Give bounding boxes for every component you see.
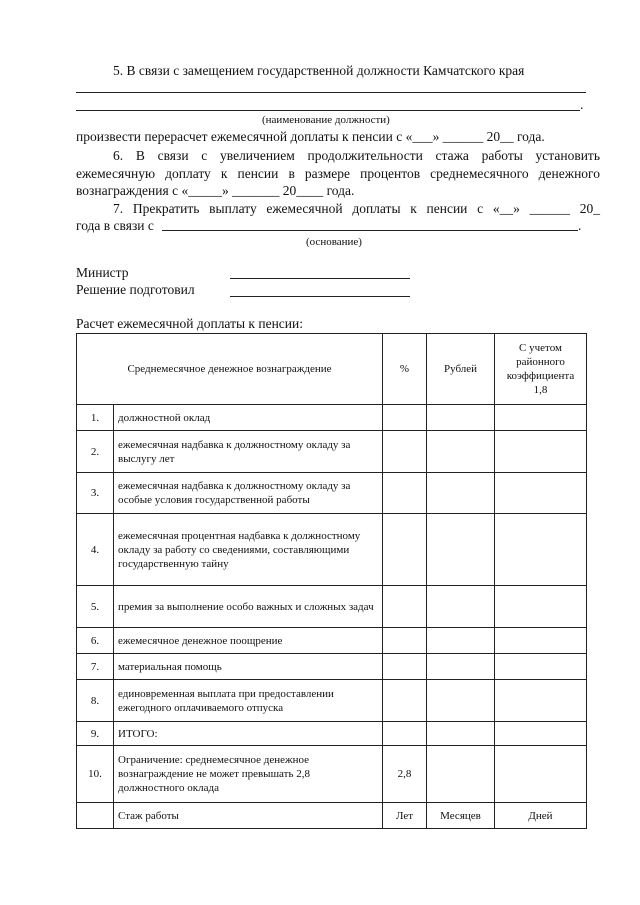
row-rubles [427,746,495,803]
end-dot: . [580,97,584,112]
row-percent [383,628,427,654]
row-number: 1. [77,405,114,431]
header-percent: % [383,334,427,405]
table-row [77,586,587,628]
minister-label: Министр [76,265,129,280]
header-coef: С учетом районного коэффициента 1,8 [495,334,587,405]
table-header-row [77,334,587,405]
table-row [77,654,587,680]
row-percent [383,586,427,628]
row-rubles [427,431,495,473]
end-dot: . [578,218,582,233]
signature-line [230,296,410,297]
table-row [77,431,587,473]
clause7-line1: 7. Прекратить выплату ежемесячной доплаты к пенсии с «__» ______ 20_ [113,201,600,216]
position-caption: (наименование должности) [262,114,390,126]
clause5-text: 5. В связи с замещением государственной должности Камчатского края [113,63,525,78]
prepared-label: Решение подготовил [76,282,195,297]
row-label: ИТОГО: [114,722,383,746]
row-label: премия за выполнение особо важных и сложных задач [114,586,383,628]
row-percent [383,405,427,431]
row-number: 10. [77,746,114,803]
experience-months: Месяцев [427,803,495,829]
table-row [77,473,587,514]
row-coef [495,405,587,431]
row-coef [495,680,587,722]
row-coef [495,473,587,514]
table-row [77,746,587,803]
table-row [77,514,587,586]
row-number: 6. [77,628,114,654]
blank-line [76,92,586,93]
row-rubles [427,628,495,654]
experience-label: Стаж работы [114,803,383,829]
row-percent [383,680,427,722]
blank-line [162,230,578,231]
row-coef [495,628,587,654]
row-label: должностной оклад [114,405,383,431]
row-coef [495,746,587,803]
clause7-line2: года в связи с [76,218,154,233]
row-number: 4. [77,514,114,586]
row-rubles [427,680,495,722]
row-label: единовременная выплата при предоставлении ежегодного оплачиваемого отпуска [114,680,383,722]
row-percent: 2,8 [383,746,427,803]
clause5-text2: произвести перерасчет ежемесячной доплаты к пенсии с «___» ______ 20__ года. [76,129,545,144]
row-number: 8. [77,680,114,722]
row-percent [383,722,427,746]
row-number: 3. [77,473,114,514]
row-rubles [427,473,495,514]
experience-years: Лет [383,803,427,829]
table-row [77,722,587,746]
row-label: ежемесячная процентная надбавка к должностному окладу за работу со сведениями, составляющими государственную тайну [114,514,383,586]
table-footer-row [77,803,587,829]
signature-line [230,278,410,279]
row-rubles [427,722,495,746]
row-label: ежемесячная надбавка к должностному окладу за особые условия государственной работы [114,473,383,514]
row-coef [495,431,587,473]
clause6-line3: вознаграждения с «_____» _______ 20____ года. [76,183,355,198]
row-rubles [427,405,495,431]
row-coef [495,514,587,586]
table-row [77,628,587,654]
row-coef [495,586,587,628]
row-label: материальная помощь [114,654,383,680]
table-row [77,680,587,722]
row-percent [383,654,427,680]
calculation-table [76,333,587,829]
clause6-line2: ежемесячную доплату к пенсии в размере процентов среднемесячного денежного [76,166,600,181]
row-number [77,803,114,829]
table-row [77,405,587,431]
experience-days: Дней [495,803,587,829]
header-item: Среднемесячное денежное вознаграждение [77,334,383,405]
row-number: 2. [77,431,114,473]
row-label: ежемесячное денежное поощрение [114,628,383,654]
row-label: Ограничение: среднемесячное денежное вознаграждение не может превышать 2,8 должностного оклада [114,746,383,803]
header-rubles: Рублей [427,334,495,405]
row-rubles [427,654,495,680]
row-rubles [427,514,495,586]
row-percent [383,473,427,514]
row-percent [383,431,427,473]
row-coef [495,654,587,680]
row-percent [383,514,427,586]
blank-line [76,110,580,111]
row-number: 7. [77,654,114,680]
row-label: ежемесячная надбавка к должностному окладу за выслугу лет [114,431,383,473]
row-number: 5. [77,586,114,628]
clause6-line1: 6. В связи с увеличением продолжительности стажа работы установить [113,148,600,163]
table-title: Расчет ежемесячной доплаты к пенсии: [76,316,303,331]
row-rubles [427,586,495,628]
row-number: 9. [77,722,114,746]
row-coef [495,722,587,746]
reason-caption: (основание) [306,236,362,248]
